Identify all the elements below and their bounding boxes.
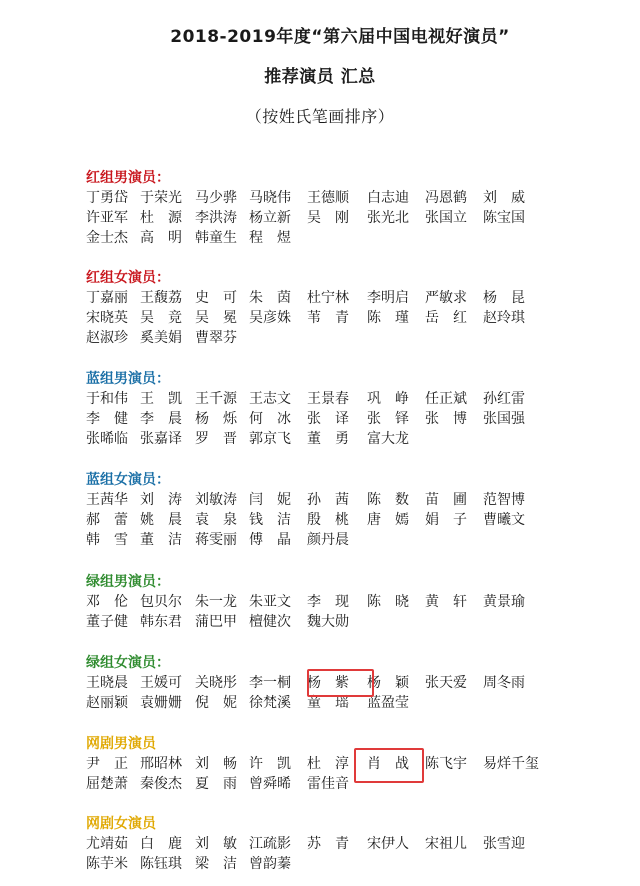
actor-name: 邓 伦 <box>86 594 128 610</box>
actor-name: 陈钰琪 <box>140 856 182 872</box>
actor-name: 檀健次 <box>249 614 291 630</box>
section-3 <box>86 369 634 449</box>
actor-name: 杨 烁 <box>195 411 237 427</box>
actor-name: 程 煜 <box>249 230 291 246</box>
actor-name: 蓝盈莹 <box>367 695 409 711</box>
actor-name: 王馥荔 <box>140 290 182 306</box>
actor-name: 魏大勋 <box>307 614 349 630</box>
name-row <box>86 409 634 429</box>
actor-name: 王志文 <box>249 391 291 407</box>
actor-name: 王 凯 <box>140 391 182 407</box>
actor-name: 范智博 <box>483 492 525 508</box>
section-heading: 网剧男演员 <box>86 736 156 752</box>
actor-name: 孙红雷 <box>483 391 525 407</box>
actor-name: 刘 涛 <box>140 492 182 508</box>
actor-name: 杜 淳 <box>307 756 349 772</box>
actor-name: 赵淑珍 <box>86 330 128 346</box>
actor-name: 曾韵蓁 <box>249 856 291 872</box>
actor-name: 于荣光 <box>140 190 182 206</box>
actor-name: 尹 正 <box>86 756 128 772</box>
actor-name: 韩 雪 <box>86 532 128 548</box>
actor-name: 张晞临 <box>86 431 128 447</box>
name-row <box>86 389 634 409</box>
actor-name: 袁 泉 <box>195 512 237 528</box>
actor-name: 吴 竞 <box>140 310 182 326</box>
highlight-box-yangzi <box>307 669 374 697</box>
actor-name: 刘 畅 <box>195 756 237 772</box>
name-row <box>86 854 634 874</box>
actor-name: 巩 峥 <box>367 391 409 407</box>
actor-name: 宋祖儿 <box>425 836 467 852</box>
actor-name: 冯恩鹤 <box>425 190 467 206</box>
actor-name: 王茜华 <box>86 492 128 508</box>
actor-name: 何 冰 <box>249 411 291 427</box>
section-heading: 红组男演员： <box>86 170 170 186</box>
actor-name: 陈芋米 <box>86 856 128 872</box>
actor-name: 杨立新 <box>249 210 291 226</box>
actor-name: 孙 茜 <box>307 492 349 508</box>
actor-name: 蒋雯丽 <box>195 532 237 548</box>
actor-name: 黄景瑜 <box>483 594 525 610</box>
actor-name: 罗 晋 <box>195 431 237 447</box>
name-row <box>86 288 634 308</box>
actor-name: 唐 嫣 <box>367 512 409 528</box>
actor-name: 夏 雨 <box>195 776 237 792</box>
actor-name: 曾舜晞 <box>249 776 291 792</box>
actor-name: 于和伟 <box>86 391 128 407</box>
actor-name: 富大龙 <box>367 431 409 447</box>
actor-name: 李 现 <box>307 594 349 610</box>
actor-name: 宋伊人 <box>367 836 409 852</box>
actor-name: 袁姗姗 <box>140 695 182 711</box>
section-heading: 红组女演员： <box>86 270 170 286</box>
actor-name: 丁勇岱 <box>86 190 128 206</box>
actor-name: 王媛可 <box>140 675 182 691</box>
actor-name: 李 晨 <box>140 411 182 427</box>
name-row <box>86 510 634 530</box>
actor-name: 傅 晶 <box>249 532 291 548</box>
document-subtitle: 推荐演员 汇总 <box>264 67 376 87</box>
actor-name: 陈 晓 <box>367 594 409 610</box>
actor-name: 徐梵溪 <box>249 695 291 711</box>
actor-name: 颜丹晨 <box>307 532 349 548</box>
actor-name: 苗 圃 <box>425 492 467 508</box>
actor-name: 张光北 <box>367 210 409 226</box>
actor-name: 邢昭林 <box>140 756 182 772</box>
actor-name: 张嘉译 <box>140 431 182 447</box>
actor-name: 史 可 <box>195 290 237 306</box>
actor-name: 秦俊杰 <box>140 776 182 792</box>
actor-name: 董 洁 <box>140 532 182 548</box>
section-5 <box>86 572 634 632</box>
actor-name: 张 铎 <box>367 411 409 427</box>
name-row <box>86 834 634 854</box>
actor-name: 刘 威 <box>483 190 525 206</box>
actor-name: 曹曦文 <box>483 512 525 528</box>
section-4 <box>86 470 634 550</box>
actor-name: 姚 晨 <box>140 512 182 528</box>
name-row <box>86 612 634 632</box>
actor-name: 马少骅 <box>195 190 237 206</box>
name-row <box>86 208 634 228</box>
section-heading: 蓝组男演员： <box>86 371 170 387</box>
actor-name: 王德顺 <box>307 190 349 206</box>
actor-name: 杨 昆 <box>483 290 525 306</box>
name-row <box>86 328 634 348</box>
actor-name: 高 明 <box>140 230 182 246</box>
actor-name: 郭京飞 <box>249 431 291 447</box>
actor-name: 任正斌 <box>425 391 467 407</box>
actor-name: 苏 青 <box>307 836 349 852</box>
actor-name: 杨 紫 <box>307 675 349 691</box>
actor-name: 雷佳音 <box>307 776 349 792</box>
actor-name: 董 勇 <box>307 431 349 447</box>
actor-name: 杨 颖 <box>367 675 409 691</box>
actor-name: 朱一龙 <box>195 594 237 610</box>
actor-name: 张 博 <box>425 411 467 427</box>
name-row <box>86 530 634 550</box>
actor-name: 闫 妮 <box>249 492 291 508</box>
actor-name: 李 健 <box>86 411 128 427</box>
actor-name: 肖 战 <box>367 756 409 772</box>
document-title: 2018-2019年度“第六届中国电视好演员” <box>170 27 510 47</box>
actor-name: 白志迪 <box>367 190 409 206</box>
section-heading: 绿组女演员： <box>86 655 170 671</box>
actor-name: 韩童生 <box>195 230 237 246</box>
actor-name: 张天爱 <box>425 675 467 691</box>
name-row <box>86 308 634 328</box>
actor-name: 陈宝国 <box>483 210 525 226</box>
actor-name: 童 瑶 <box>307 695 349 711</box>
section-heading: 网剧女演员 <box>86 816 156 832</box>
section-2 <box>86 268 634 348</box>
name-row <box>86 228 634 248</box>
actor-name: 宋晓英 <box>86 310 128 326</box>
actor-name: 刘 敏 <box>195 836 237 852</box>
actor-name: 岳 红 <box>425 310 467 326</box>
actor-name: 张 译 <box>307 411 349 427</box>
actor-name: 李洪涛 <box>195 210 237 226</box>
section-heading: 蓝组女演员： <box>86 472 170 488</box>
actor-name: 马晓伟 <box>249 190 291 206</box>
actor-name: 王千源 <box>195 391 237 407</box>
name-row <box>86 592 634 612</box>
actor-name: 奚美娟 <box>140 330 182 346</box>
actor-name: 杜宁林 <box>307 290 349 306</box>
actor-name: 关晓彤 <box>195 675 237 691</box>
actor-name: 朱 茵 <box>249 290 291 306</box>
actor-name: 尤靖茹 <box>86 836 128 852</box>
actor-name: 陈 瑾 <box>367 310 409 326</box>
actor-name: 王景春 <box>307 391 349 407</box>
actor-name: 屈楚萧 <box>86 776 128 792</box>
actor-name: 钱 洁 <box>249 512 291 528</box>
actor-name: 严敏求 <box>425 290 467 306</box>
actor-name: 金士杰 <box>86 230 128 246</box>
actor-name: 赵丽颖 <box>86 695 128 711</box>
actor-name: 郝 蕾 <box>86 512 128 528</box>
actor-name: 许亚军 <box>86 210 128 226</box>
actor-name: 许 凯 <box>249 756 291 772</box>
actor-name: 张国立 <box>425 210 467 226</box>
name-row <box>86 490 634 510</box>
actor-name: 李一桐 <box>249 675 291 691</box>
actor-name: 黄 轩 <box>425 594 467 610</box>
actor-name: 董子健 <box>86 614 128 630</box>
actor-name: 丁嘉丽 <box>86 290 128 306</box>
actor-name: 白 鹿 <box>140 836 182 852</box>
actor-name: 蒲巴甲 <box>195 614 237 630</box>
actor-name: 周冬雨 <box>483 675 525 691</box>
actor-name: 赵玲琪 <box>483 310 525 326</box>
actor-name: 娟 子 <box>425 512 467 528</box>
actor-name: 刘敏涛 <box>195 492 237 508</box>
actor-name: 张雪迎 <box>483 836 525 852</box>
actor-name: 包贝尔 <box>140 594 182 610</box>
section-8 <box>86 814 634 874</box>
actor-name: 梁 洁 <box>195 856 237 872</box>
actor-name: 倪 妮 <box>195 695 237 711</box>
actor-name: 陈飞宇 <box>425 756 467 772</box>
section-1 <box>86 168 634 248</box>
actor-name: 吴彦姝 <box>249 310 291 326</box>
name-row <box>86 429 634 449</box>
actor-name: 曹翠芬 <box>195 330 237 346</box>
actor-name: 韩东君 <box>140 614 182 630</box>
actor-name: 杜 源 <box>140 210 182 226</box>
actor-name: 苇 青 <box>307 310 349 326</box>
actor-name: 吴 冕 <box>195 310 237 326</box>
section-heading: 绿组男演员： <box>86 574 170 590</box>
actor-name: 易烊千玺 <box>483 756 539 772</box>
name-row <box>86 188 634 208</box>
actor-name: 王晓晨 <box>86 675 128 691</box>
actor-name: 李明启 <box>367 290 409 306</box>
actor-name: 陈 数 <box>367 492 409 508</box>
actor-name: 吴 刚 <box>307 210 349 226</box>
sort-note: （按姓氏笔画排序） <box>245 107 395 126</box>
actor-name: 张国强 <box>483 411 525 427</box>
actor-name: 殷 桃 <box>307 512 349 528</box>
highlight-box-xiaozhan <box>354 748 424 783</box>
actor-name: 江疏影 <box>249 836 291 852</box>
actor-name: 朱亚文 <box>249 594 291 610</box>
